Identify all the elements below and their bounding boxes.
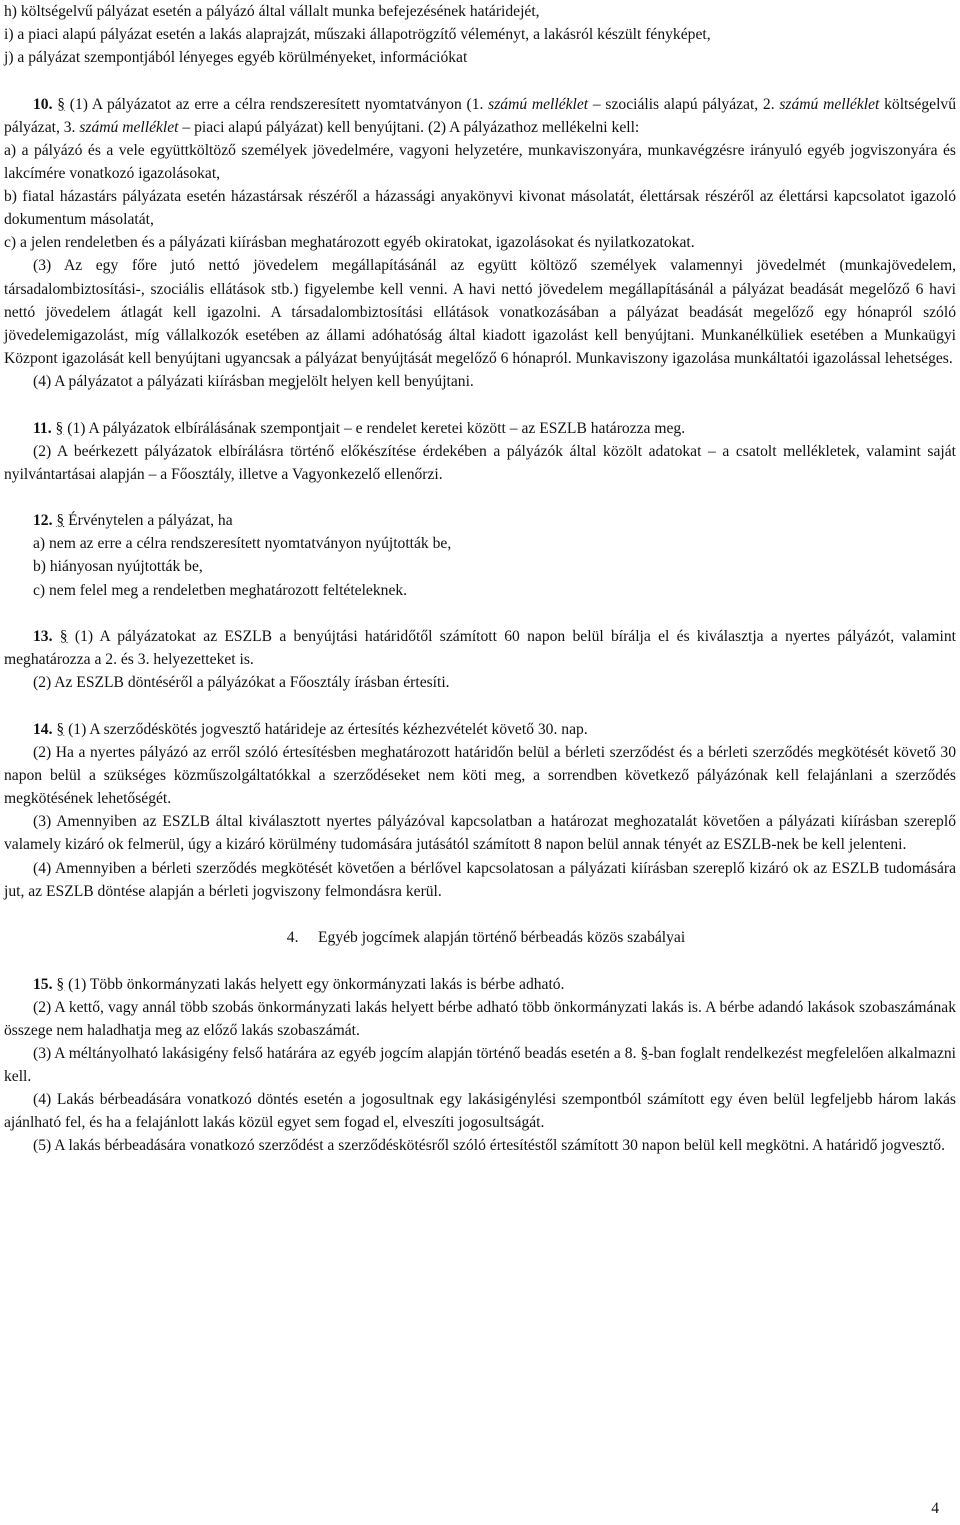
section-12-heading: 12. § Érvénytelen a pályázat, ha <box>33 512 233 530</box>
section-14-paragraph-2: (2) Ha a nyertes pályázó az erről szóló értesítésben meghatározott határidőn belül a bérleti szerződést és a bérleti szerződés megkötését követő 30 napon belül a szükséges közműszolgáltatókkal a szerződéseket nem köti meg, a sorrendben következő pályázónak kell felajánlani a szerződés megkötésének lehetőségét. <box>4 744 956 808</box>
section-13-paragraph-2: (2) Az ESZLB döntéséről a pályázókat a Főosztály írásban értesíti. <box>33 674 450 692</box>
section-10-item-a: a) a pályázó és a vele együttköltöző személyek jövedelmére, vagyoni helyzetére, munkaviszonyára, munkavégzésre irányuló egyéb jogviszonyára és lakcímére vonatkozó igazolásokat, <box>4 141 956 183</box>
section-10-paragraph-3: (3) Az egy főre jutó nettó jövedelem megállapításánál az együtt költöző személyek valamennyi jövedelmét (munkajövedelem, társadalombiztosítási-, szociális ellátások stb.) figyelembe kell venni. A havi nettó jövedelem megállapításánál a pályázat beadását megelőző 6 havi nettó jövedelem átlagát kell igazolni. A társadalombiztosítási ellátások vonatkozásában a pályázat beadását megelőző egy hónapról szóló jövedelemigazolást, míg vállalkozók esetében az állami adóhatóság által kiadott igazolást kell benyújtani. Munkanélküliek esetében a Munkaügyi Központ igazolását kell benyújtani ugyancsak a pályázat benyújtását megelőző 6 hónapról. Munkaviszony igazolása munkáltatói igazolással lehetséges. <box>4 257 956 367</box>
paragraph-sign: § <box>640 1045 649 1063</box>
paragraph-sign: § <box>56 975 65 993</box>
section-10-paragraph-4: (4) A pályázatot a pályázati kiírásban megjelölt helyen kell benyújtani. <box>33 372 474 390</box>
section-number: 11. <box>33 419 52 437</box>
section-11-paragraph-2: (2) A beérkezett pályázatok elbírálásra történő előkészítése érdekében a pályázók által közölt adatokat – a csatolt mellékletek, valamint saját nyilvántartásai alapján – a Főosztály, illetve a Vagyonkezelő ellenőrzi. <box>4 442 956 483</box>
section-number: 15. <box>33 975 53 993</box>
paragraph-sign: § <box>55 419 64 437</box>
section-15-paragraph-1: 15. § (1) Több önkormányzati lakás helyett egy önkormányzati lakás is bérbe adható. <box>33 975 565 993</box>
page-number: 4 <box>931 1500 939 1517</box>
section-10-item-c: c) a jelen rendeletben és a pályázati kiírásban meghatározott egyéb okiratokat, igazolásokat és nyilatkozatokat. <box>4 234 695 252</box>
section-12-item-b: b) hiányosan nyújtották be, <box>33 558 203 576</box>
section-12-item-a: a) nem az erre a célra rendszeresített nyomtatványon nyújtották be, <box>33 535 452 553</box>
item-h: h) költségelvű pályázat esetén a pályázó által vállalt munka befejezésének határidejét, <box>4 3 540 20</box>
section-15-paragraph-4: (4) Lakás bérbeadására vonatkozó döntés esetén a jogosultnak egy lakásigénylési szempontból számított egy éven belül legfeljebb három lakás ajánlható fel, és ha a felajánlott lakás közül egyet sem fogad el, elveszíti jogosultságát. <box>4 1091 956 1132</box>
section-number: 13. <box>33 628 53 646</box>
chapter-heading <box>4 926 956 949</box>
section-10-paragraph-1: 10. § (1) A pályázatot az erre a célra rendszeresített nyomtatványon (1. számú melléklet – szociális alapú pályázat, 2. számú melléklet költségelvű pályázat, 3. számú melléklet – piaci alapú pályázat) kell benyújtani. (2) A pályázathoz mellékelni kell: <box>4 95 957 136</box>
section-14-paragraph-1: 14. § (1) A szerződéskötés jogvesztő határideje az értesítés kézhezvételét követő 30. nap. <box>33 720 588 738</box>
section-13-paragraph-1: 13. § (1) A pályázatokat az ESZLB a benyújtási határidőtől számított 60 napon belül bírálja el és kiválasztja a nyertes pályázót, valamint meghatározza a 2. és 3. helyezetteket is. <box>4 628 956 669</box>
paragraph-sign: § <box>56 720 65 738</box>
section-11-paragraph-1: 11. § (1) A pályázatok elbírálásának szempontjait – e rendelet keretei között – az ESZLB határozza meg. <box>33 419 686 437</box>
chapter-number: 4. <box>286 929 299 947</box>
chapter-title: Egyéb jogcímek alapján történő bérbeadás közös szabályai <box>318 929 686 947</box>
item-j: j) a pályázat szempontjából lényeges egyéb körülményeket, információkat <box>4 49 468 67</box>
section-number: 10. <box>33 95 53 113</box>
section-number: 14. <box>33 720 53 738</box>
section-14-paragraph-4: (4) Amennyiben a bérleti szerződés megkötését követően a bérlővel kapcsolatosan a pályázati kiírásban szereplő kizáró ok az ESZLB tudomására jut, az ESZLB döntése alapján a bérleti jogviszony felmondásra kerül. <box>4 859 956 900</box>
section-15-paragraph-2: (2) A kettő, vagy annál több szobás önkormányzati lakás helyett bérbe adható több önkormányzati lakás is. A bérbe adandó lakások szobaszámának összege nem haladhatja meg az előző lakás szobaszámát. <box>4 998 956 1039</box>
paragraph-sign: § <box>56 512 65 530</box>
section-15-paragraph-5: (5) A lakás bérbeadására vonatkozó szerződést a szerződéskötésről szóló értesítéstől számított 30 napon belül kell megkötni. A határidő jogvesztő. <box>33 1137 945 1155</box>
paragraph-sign: § <box>57 95 66 113</box>
section-10-item-b: b) fiatal házastárs pályázata esetén házastársak részéről a házassági anyakönyvi kivonat másolatát, élettársak részéről az élettársi kapcsolatot igazoló dokumentum másolatát, <box>4 188 956 229</box>
section-15-paragraph-3: (3) A méltányolható lakásigény felső határára az egyéb jogcím alapján történő beadás esetén a 8. §-ban foglalt rendelkezést megfelelően alkalmazni kell. <box>4 1045 957 1086</box>
document-page <box>4 0 956 1158</box>
section-14-paragraph-3: (3) Amennyiben az ESZLB által kiválasztott nyertes pályázóval kapcsolatban a határozat meghozatalát követően a pályázati kiírásban szereplő valamely kizáró ok felmerül, úgy a kizáró körülmény tudomására jutásától számított 8 napon belül annak tényét az ESZLB-nek be kell jelenteni. <box>4 813 956 854</box>
section-12-item-c: c) nem felel meg a rendeletben meghatározott feltételeknek. <box>33 581 408 599</box>
section-10-paragraph-2: (2) A pályázathoz mellékelni kell: <box>427 118 640 136</box>
item-i: i) a piaci alapú pályázat esetén a lakás alaprajzát, műszaki állapotrögzítő véleményt, a lakásról készült fényképet, <box>4 26 711 44</box>
section-number: 12. <box>33 512 53 530</box>
paragraph-sign: § <box>59 628 68 646</box>
